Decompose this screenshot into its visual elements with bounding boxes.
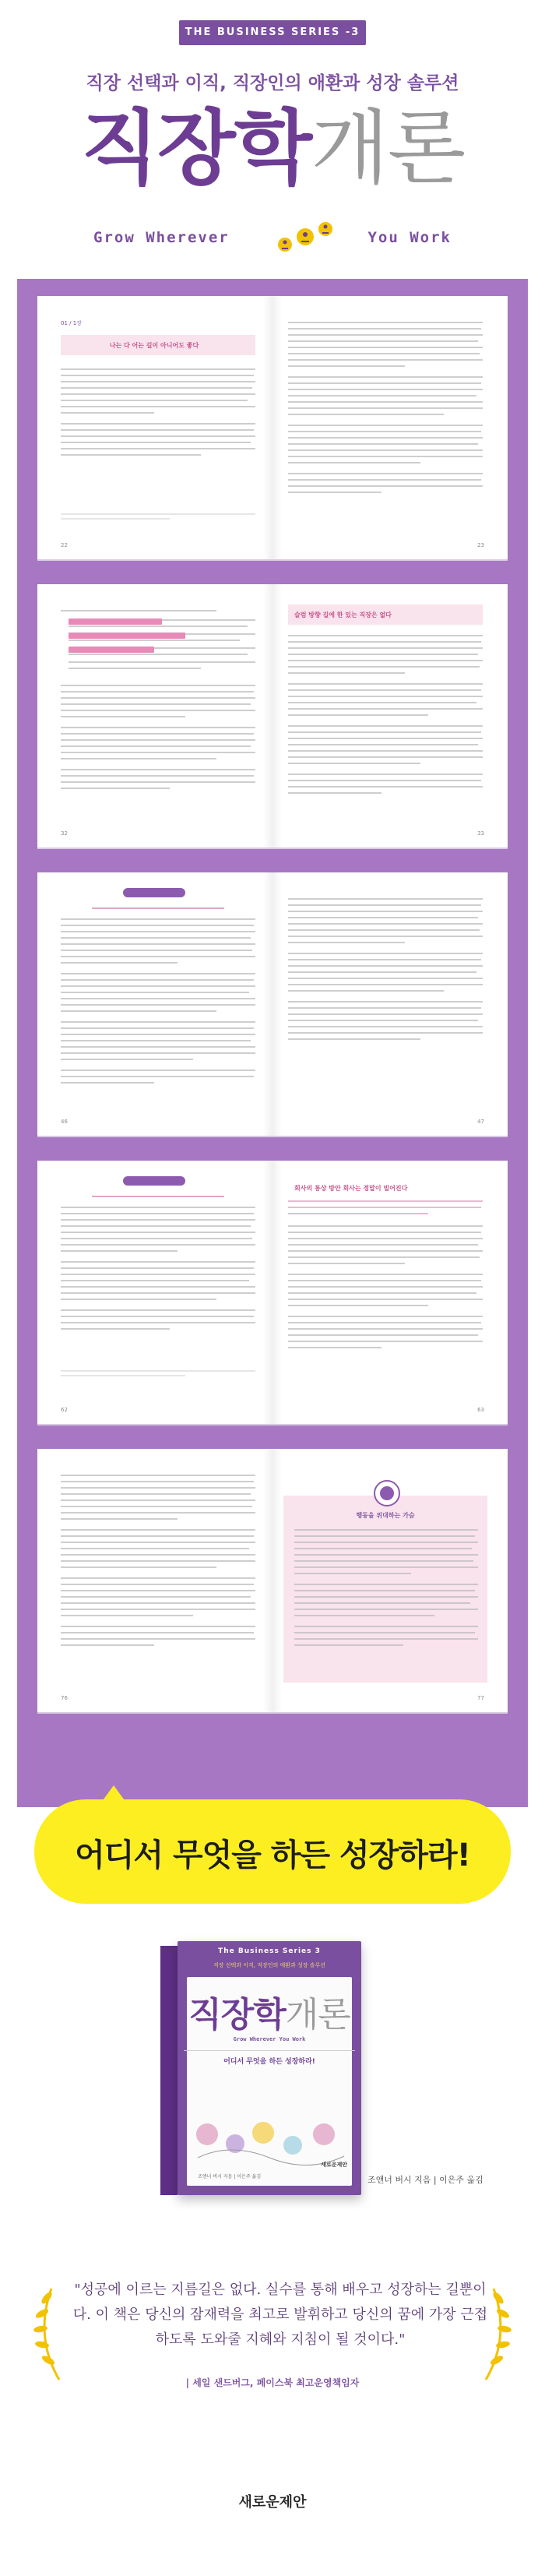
bubble-text: 어디서 무엇을 하든 성장하라! bbox=[75, 1838, 470, 1873]
book-title bbox=[178, 1986, 361, 2036]
tag-pill bbox=[123, 888, 185, 897]
text-lines-left-1 bbox=[61, 366, 255, 530]
book-spread-2 bbox=[37, 584, 508, 849]
page-number-right: 23 bbox=[477, 542, 484, 548]
chapter-heading: 01 / 1장 bbox=[61, 320, 82, 326]
book-spine bbox=[160, 1946, 178, 2195]
main-title-bold: 직장학 bbox=[80, 100, 311, 196]
text-lines-right-1 bbox=[288, 319, 483, 530]
page-number-right: 77 bbox=[477, 1695, 484, 1701]
author-line: 조앤너 버시 지음 | 이은주 옮김 bbox=[367, 2175, 483, 2185]
text-lines-left-4 bbox=[61, 1193, 255, 1396]
publisher-logo: 새로운제안 bbox=[238, 2494, 307, 2511]
book-authors: 조앤너 버시 지음 | 이은주 옮김 bbox=[198, 2174, 262, 2180]
book-subtitle: 직장 선택과 이직, 직장인의 애환과 성장 솔루션 bbox=[213, 1962, 326, 1968]
book-spread-4 bbox=[37, 1161, 508, 1425]
page-number-right: 33 bbox=[477, 830, 484, 837]
highlight-mark bbox=[69, 618, 162, 625]
illustration-icon bbox=[192, 2111, 347, 2165]
page-number-left: 32 bbox=[61, 830, 68, 837]
highlight-mark bbox=[69, 633, 185, 639]
chapter-title: 나는 다 어는 길이 아니어도 좋다 bbox=[109, 342, 199, 349]
slogan-right: You Work bbox=[367, 229, 452, 246]
text-lines-left-5 bbox=[61, 1472, 255, 1683]
section-title: 슬럼 방향 길에 한 있는 직장은 없다 bbox=[294, 611, 392, 618]
main-title-light: 개론 bbox=[311, 100, 465, 196]
header-subtitle: 직장 선택과 이직, 직장인의 애환과 성장 솔루션 bbox=[86, 73, 459, 93]
text-lines-right-2 bbox=[288, 633, 483, 819]
text-lines-left-3 bbox=[61, 905, 255, 1108]
page-number-left: 46 bbox=[61, 1119, 68, 1125]
book-publisher: 새로운제안 bbox=[321, 2162, 347, 2168]
sidebar-icon bbox=[374, 1480, 400, 1506]
text-lines-left-2 bbox=[61, 608, 255, 818]
slogan bbox=[93, 220, 452, 254]
book-tagline: 어디서 무엇을 하든 성장하라! bbox=[184, 2050, 355, 2066]
highlight-mark bbox=[69, 647, 154, 653]
quote-source: | 세일 샌드버그, 페이스북 최고운영책임자 bbox=[185, 2377, 360, 2388]
preview-panel bbox=[17, 279, 528, 1807]
slogan-left: Grow Wherever bbox=[93, 229, 230, 246]
book-title-bold: 직장학 bbox=[188, 1995, 286, 2035]
series-tab: THE BUSINESS SERIES -3 bbox=[179, 20, 366, 45]
book-slogan: Grow Wherever You Work bbox=[233, 2036, 306, 2042]
laurel-left-icon bbox=[28, 2282, 65, 2384]
sidebar-title: 행동을 위대하는 가슴 bbox=[356, 1512, 415, 1519]
page-number-right: 63 bbox=[477, 1407, 484, 1413]
section-title: 회사의 통상 방안 회사는 정말이 빌어진다 bbox=[294, 1185, 408, 1192]
book-title-light: 개론 bbox=[285, 1995, 350, 2035]
page-number-left: 62 bbox=[61, 1407, 68, 1413]
text-lines-right-5 bbox=[294, 1527, 478, 1675]
book-series: The Business Series 3 bbox=[218, 1947, 321, 1955]
book-spread-1 bbox=[37, 296, 508, 561]
main-title bbox=[0, 101, 545, 195]
text-lines-right-3 bbox=[288, 896, 483, 1106]
quote-text: "성공에 이르는 지름길은 없다. 실수를 통해 배우고 성장하는 길뿐이다. 이 책은 당신의 잠재력을 최고로 발휘하고 당신의 꿈에 가장 근접하도록 도와줄 지혜와 지침이 될 것이다." bbox=[72, 2282, 488, 2348]
growth-figures-icon bbox=[274, 220, 336, 254]
tag-pill bbox=[123, 1176, 185, 1186]
book-cover bbox=[178, 1941, 361, 2195]
page-number-right: 47 bbox=[477, 1119, 484, 1125]
text-lines-right-4 bbox=[288, 1198, 483, 1393]
page-number-left: 76 bbox=[61, 1695, 68, 1701]
book-spread-3 bbox=[37, 872, 508, 1137]
book-spread-5 bbox=[37, 1449, 508, 1714]
page-number-left: 22 bbox=[61, 542, 68, 548]
